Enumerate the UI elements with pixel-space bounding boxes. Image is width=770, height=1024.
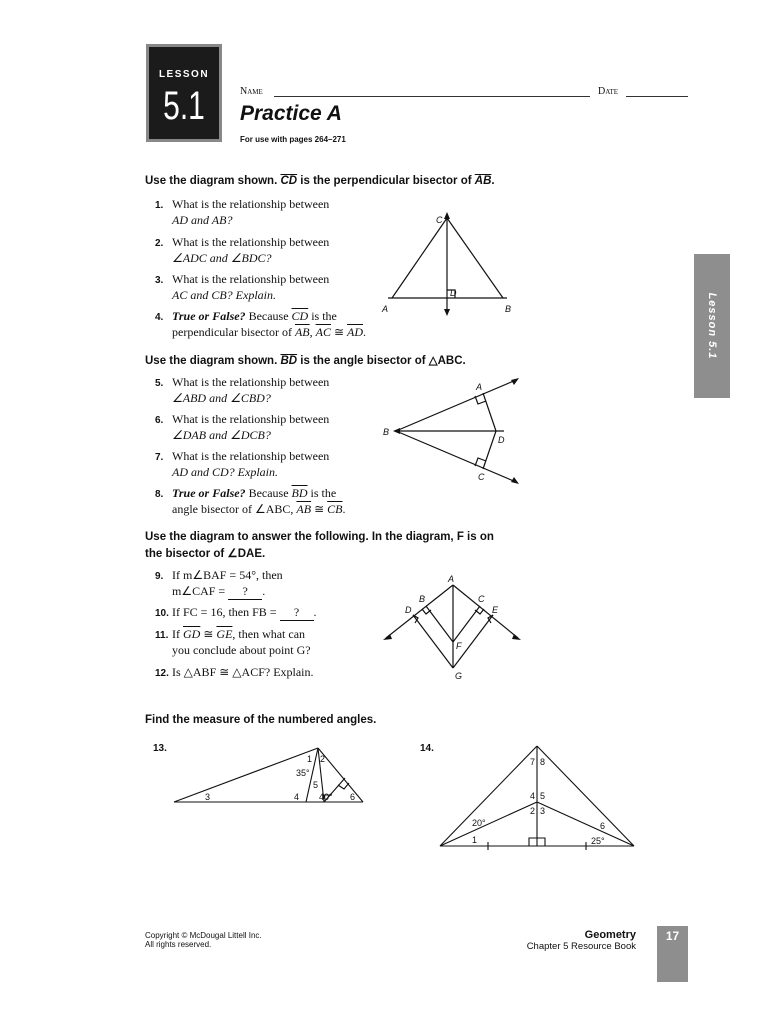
angle-5: 5 [313,780,319,790]
name-label: Name [240,86,263,97]
answer-blank-10[interactable]: ? [280,605,314,621]
date-label: Date [598,86,619,97]
angle-3: 3 [205,792,211,802]
question-1: 1. What is the relationship between AD and AB? [155,197,330,227]
label-b: B [505,304,512,314]
figure-14 [436,740,636,852]
label-g: G [455,671,463,681]
lesson-label: LESSON [158,69,210,80]
section3-heading-line2: the bisector of ∠DAE. [145,548,266,560]
label-f: F [456,641,462,651]
question-11: 11. If $\overline{GD}$ ≅ $\overline{GE}$, then what can you conclude about point G? [155,627,311,657]
angle-7: 7 [530,757,536,767]
question-8: 8. True or False? Because $\overline{BD}$ is the angle bisector of ∠ABC, $\overline{AB}$ ≅ $\overline{CB}$. [155,486,346,516]
section1-heading: Use the diagram shown. $\overline{CD}$ is the perpendicular bisector of $\overline{AB}$. [145,175,495,187]
ray-bd: $\overline{BD}$ [280,355,298,367]
label-d: D [450,288,457,298]
angle-20: 20° [472,818,486,828]
section2-heading: Use the diagram shown. $\overline{BD}$ is the angle bisector of △ABC. [145,355,466,367]
name-field[interactable] [274,96,590,97]
label-d: D [405,605,412,615]
lesson-badge [146,44,222,142]
question-7: 7. What is the relationship between AD and CD? Explain. [155,449,330,479]
date-field[interactable] [626,96,688,97]
angle-6: 6 [350,792,356,802]
angle-25: 25° [591,836,605,846]
angle-40: 40° [319,792,333,802]
diagram-1 [370,210,530,320]
angle-6b: 6 [600,821,606,831]
label-b: B [383,427,390,437]
angle-2: 2 [320,754,326,764]
question-9: 9. If m∠BAF = 54°, then m∠CAF = ? . [155,568,283,598]
label-c: C [478,472,485,482]
angle-4b: 4 [530,791,536,801]
question-3: 3. What is the relationship between AC and CB? Explain. [155,272,330,302]
copyright: Copyright © McDougal Littell Inc. All rights reserved. [145,931,262,949]
section3-heading-line1: Use the diagram to answer the following. In the diagram, F is on [145,531,494,543]
book-info [527,929,636,952]
diagram-2 [378,372,528,487]
section4-heading: Find the measure of the numbered angles. [145,714,377,726]
book-title: Geometry [584,929,636,941]
book-subtitle: Chapter 5 Resource Book [526,941,636,952]
question-13: 13. [153,743,167,754]
segment-ab: $\overline{AB}$ [474,175,492,187]
label-a: A [476,382,483,392]
line-cd: $\overline{CD}$ [280,175,298,187]
diagram-3 [378,570,528,685]
lesson-number: 5.1 [163,84,205,128]
label-a: A [382,304,389,314]
side-tab [694,254,730,398]
angle-8: 8 [540,757,546,767]
page-number: 17 [657,926,688,982]
side-tab-label: Lesson 5.1 [706,292,718,360]
question-12: 12. Is △ABF ≅ △ACF? Explain. [155,665,314,679]
angle-1b: 1 [472,835,478,845]
angle-35: 35° [296,768,310,778]
figure-13 [170,740,370,806]
page-subtitle: For use with pages 264–271 [240,135,346,144]
question-5: 5. What is the relationship between ∠ABD and ∠CBD? [155,375,330,405]
angle-1: 1 [307,754,313,764]
label-c: C [436,215,443,225]
question-14: 14. [420,743,434,754]
angle-5b: 5 [540,791,546,801]
label-e: E [492,605,499,615]
question-10: 10. If FC = 16, then FB = ? . [155,605,317,619]
question-2: 2. What is the relationship between ∠ADC and ∠BDC? [155,235,330,265]
label-d: D [498,435,505,445]
label-b: B [419,594,426,604]
page-title: Practice A [240,102,342,125]
question-6: 6. What is the relationship between ∠DAB and ∠DCB? [155,412,330,442]
angle-4: 4 [294,792,300,802]
label-a: A [448,574,455,584]
angle-2b: 2 [530,806,536,816]
question-4: 4. True or False? Because $\overline{CD}$ is the perpendicular bisector of $\overline{AB}$, $\overline{AC}$ ≅ $\overline{AD}$. [155,309,367,339]
answer-blank-9[interactable]: ? [228,584,262,600]
label-c: C [478,594,485,604]
angle-3b: 3 [540,806,546,816]
